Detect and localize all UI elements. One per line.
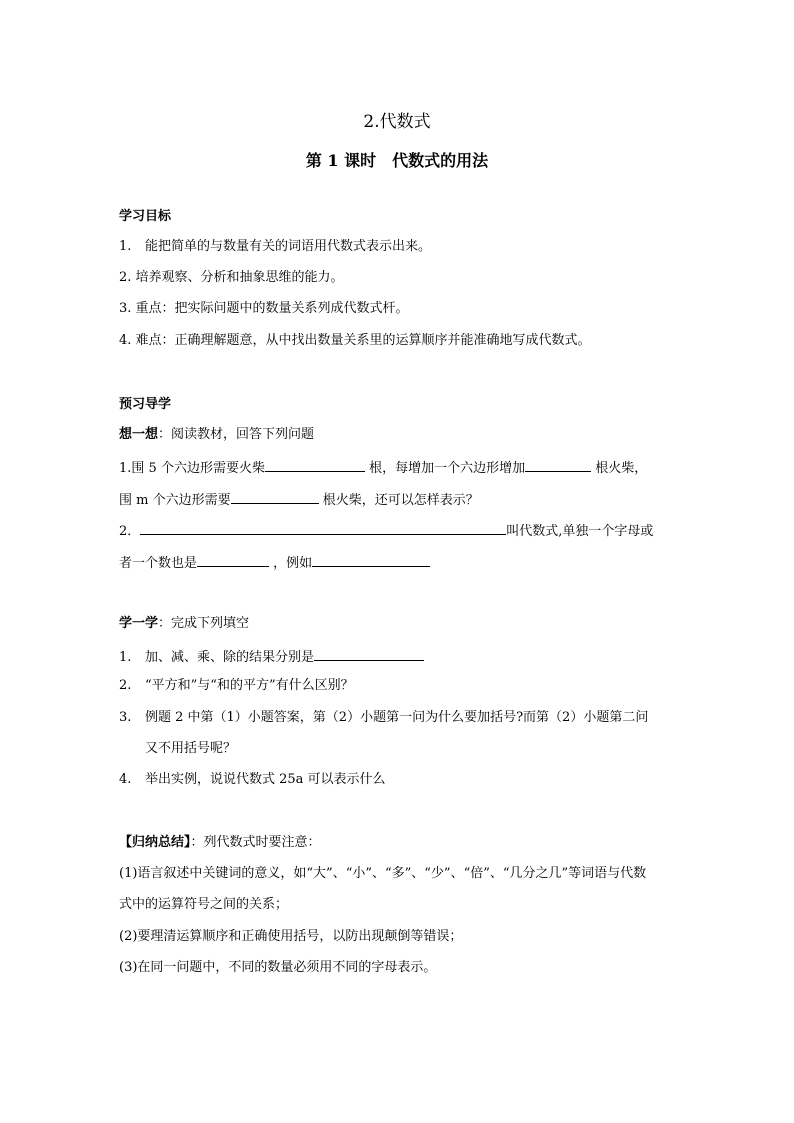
summary-label: 【归纳总结】 [119,835,191,850]
goal-text: 难点：正确理解题意，从中找出数量关系里的运算顺序并能准确地写成代数式。 [135,333,591,348]
goal-item [119,300,409,318]
learn-number: 2. [119,678,132,693]
summary-line: (2)要理清运算顺序和正确使用括号，以防出现颠倒等错误； [119,929,463,944]
goal-number: 4. [119,333,132,348]
answer-blank[interactable] [265,457,365,472]
goal-text: 重点：把实际问题中的数量关系列成代数式杆。 [135,301,409,316]
learn-line [119,615,249,633]
think-text: ：阅读教材，回答下列问题 [158,427,315,442]
page-title: 2.代数式 [363,112,431,132]
answer-blank[interactable] [140,520,506,535]
learn-number: 1. [119,650,132,665]
question-1-line-1 [119,457,647,478]
summary-line: (1)语言叙述中关键词的意义，如“大”、“小”、“多”、“少”、“倍”、“几分之几”等词语与代数 [119,866,647,881]
question-1-text-b: 根，每增加一个六边形增加 [369,461,526,476]
learn-item-text: 加、减、乘、除的结果分别是 [145,650,315,665]
think-label: 想一想 [119,427,159,442]
answer-blank[interactable] [231,489,319,504]
question-2-line-1 [119,520,653,541]
answer-blank[interactable] [525,457,591,472]
learn-label: 学一学 [119,616,159,631]
question-2-text-b: 者一个数也是 [119,556,198,571]
learn-item-text: 例题 2 中第（1）小题答案，第（2）小题第一问为什么要加括号?而第（2）小题第二问 [145,710,649,725]
learn-number: 4. [119,772,132,787]
summary-line: (3)在同一问题中，不同的数量必须用不同的字母表示。 [119,960,437,975]
question-1-text-a: 1.围 5 个六边形需要火柴 [119,461,265,476]
goal-text: 培养观察、分析和抽象思维的能力。 [135,270,344,285]
question-2-text-a: 叫代数式,单独一个字母或 [506,524,654,539]
goal-item [119,238,431,256]
answer-blank[interactable] [197,552,269,567]
preview-heading: 预习导学 [119,397,172,412]
summary-text: ：列代数式时要注意： [190,835,321,850]
goal-number: 2. [119,270,132,285]
goal-text: 能把简单的与数量有关的词语用代数式表示出来。 [145,239,432,254]
summary-heading-line [119,834,321,852]
think-line [119,426,314,444]
goal-number: 1. [119,239,132,254]
goal-item [119,269,344,287]
learn-item-text: 举出实例，说说代数式 25a 可以表示什么 [145,772,386,787]
question-1-line-2 [119,489,479,510]
goals-heading: 学习目标 [119,209,172,224]
goal-number: 3. [119,301,132,316]
lesson-subtitle: 第 1 课时 代数式的用法 [305,151,489,170]
question-1-text-e: 根火柴，还可以怎样表示？ [322,493,479,508]
learn-item-text: “平方和”与“和的平方”有什么区别？ [145,678,354,693]
question-2-line-2 [119,552,430,573]
question-1-text-c: 根火柴， [595,461,648,476]
question-2-number: 2． [119,524,141,539]
learn-item-continued: 又不用括号呢？ [145,741,237,756]
summary-line: 式中的运算符号之间的关系； [119,897,289,912]
answer-blank[interactable] [314,646,424,661]
learn-item [119,709,648,727]
learn-item [119,771,386,789]
question-2-text-c: ，例如 [273,556,313,571]
learn-item [119,677,354,695]
question-1-text-d: 围 m 个六边形需要 [119,493,231,508]
learn-item [119,646,424,667]
learn-number: 3. [119,710,132,725]
learn-text: ：完成下列填空 [158,616,250,631]
goal-item [119,332,591,350]
answer-blank[interactable] [312,552,430,567]
